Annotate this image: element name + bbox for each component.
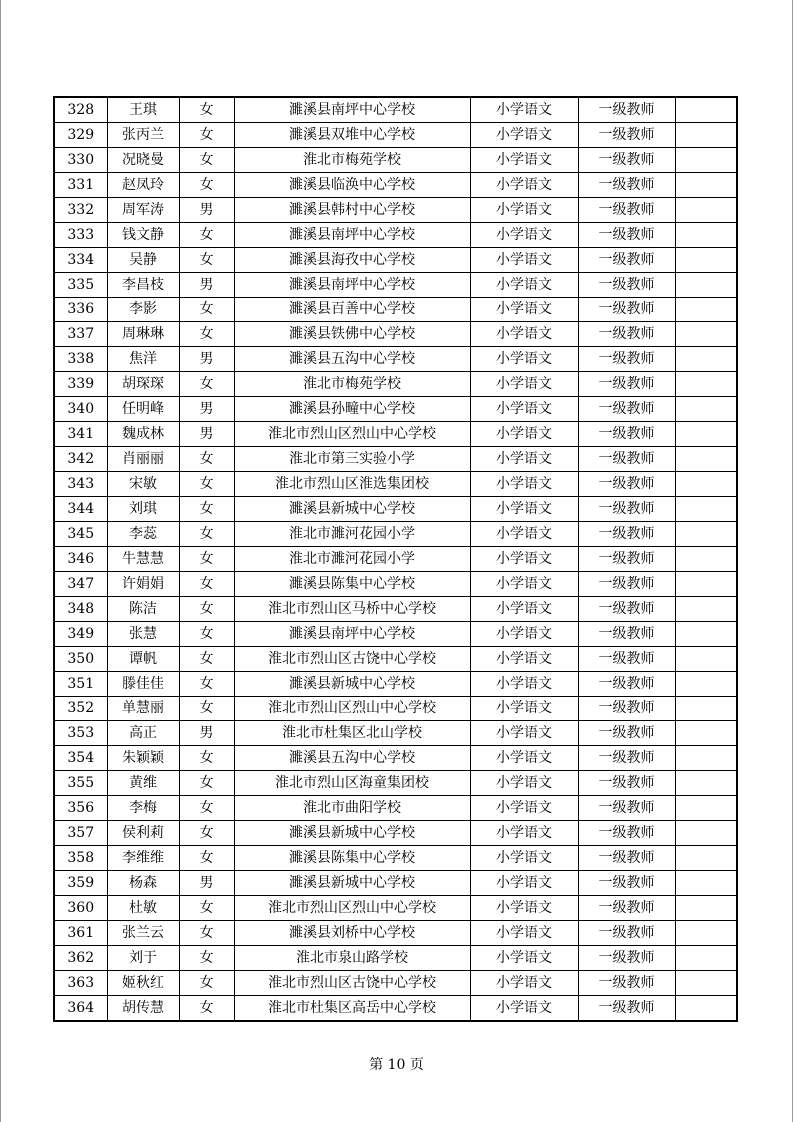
- row-number-cell: 363: [54, 970, 107, 995]
- gender-cell: 男: [179, 422, 234, 447]
- note-cell: [675, 272, 737, 297]
- teacher-name-cell: 牛慧慧: [107, 546, 179, 571]
- table-row: [54, 796, 737, 821]
- subject-cell: 小学语文: [470, 272, 578, 297]
- gender-cell: 男: [179, 397, 234, 422]
- subject-cell: 小学语文: [470, 347, 578, 372]
- note-cell: [675, 970, 737, 995]
- gender-cell: 男: [179, 197, 234, 222]
- subject-cell: 小学语文: [470, 746, 578, 771]
- teacher-name-cell: 魏成林: [107, 422, 179, 447]
- school-cell: 淮北市烈山区淮选集团校: [234, 472, 470, 497]
- title-cell: 一级教师: [578, 721, 675, 746]
- title-cell: 一级教师: [578, 97, 675, 122]
- note-cell: [675, 945, 737, 970]
- note-cell: [675, 621, 737, 646]
- row-number-cell: 341: [54, 422, 107, 447]
- title-cell: 一级教师: [578, 571, 675, 596]
- school-cell: 濉溪县刘桥中心学校: [234, 920, 470, 945]
- title-cell: 一级教师: [578, 821, 675, 846]
- row-number-cell: 331: [54, 172, 107, 197]
- subject-cell: 小学语文: [470, 596, 578, 621]
- school-cell: 淮北市杜集区北山学校: [234, 721, 470, 746]
- subject-cell: 小学语文: [470, 197, 578, 222]
- note-cell: [675, 172, 737, 197]
- row-number-cell: 337: [54, 322, 107, 347]
- roster-body: [54, 97, 737, 1021]
- subject-cell: 小学语文: [470, 621, 578, 646]
- table-row: [54, 995, 737, 1020]
- subject-cell: 小学语文: [470, 896, 578, 921]
- subject-cell: 小学语文: [470, 846, 578, 871]
- note-cell: [675, 920, 737, 945]
- gender-cell: 女: [179, 247, 234, 272]
- table-row: [54, 497, 737, 522]
- note-cell: [675, 596, 737, 621]
- table-row: [54, 596, 737, 621]
- table-row: [54, 945, 737, 970]
- title-cell: 一级教师: [578, 646, 675, 671]
- gender-cell: 女: [179, 497, 234, 522]
- gender-cell: 男: [179, 871, 234, 896]
- school-cell: 濉溪县五沟中心学校: [234, 347, 470, 372]
- row-number-cell: 338: [54, 347, 107, 372]
- title-cell: 一级教师: [578, 771, 675, 796]
- title-cell: 一级教师: [578, 596, 675, 621]
- table-row: [54, 197, 737, 222]
- title-cell: 一级教师: [578, 447, 675, 472]
- note-cell: [675, 147, 737, 172]
- teacher-name-cell: 张兰云: [107, 920, 179, 945]
- teacher-name-cell: 高正: [107, 721, 179, 746]
- row-number-cell: 345: [54, 521, 107, 546]
- table-row: [54, 696, 737, 721]
- table-row: [54, 821, 737, 846]
- subject-cell: 小学语文: [470, 122, 578, 147]
- school-cell: 濉溪县南坪中心学校: [234, 222, 470, 247]
- teacher-name-cell: 杜敏: [107, 896, 179, 921]
- school-cell: 濉溪县南坪中心学校: [234, 621, 470, 646]
- row-number-cell: 336: [54, 297, 107, 322]
- gender-cell: 女: [179, 821, 234, 846]
- gender-cell: 女: [179, 546, 234, 571]
- note-cell: [675, 995, 737, 1020]
- row-number-cell: 358: [54, 846, 107, 871]
- table-row: [54, 422, 737, 447]
- note-cell: [675, 197, 737, 222]
- teacher-name-cell: 李蕊: [107, 521, 179, 546]
- subject-cell: 小学语文: [470, 322, 578, 347]
- title-cell: 一级教师: [578, 472, 675, 497]
- note-cell: [675, 546, 737, 571]
- row-number-cell: 334: [54, 247, 107, 272]
- gender-cell: 女: [179, 671, 234, 696]
- row-number-cell: 333: [54, 222, 107, 247]
- note-cell: [675, 896, 737, 921]
- teacher-name-cell: 谭帆: [107, 646, 179, 671]
- table-row: [54, 546, 737, 571]
- teacher-name-cell: 许娟娟: [107, 571, 179, 596]
- note-cell: [675, 397, 737, 422]
- teacher-name-cell: 李维维: [107, 846, 179, 871]
- row-number-cell: 339: [54, 372, 107, 397]
- row-number-cell: 328: [54, 97, 107, 122]
- note-cell: [675, 721, 737, 746]
- table-row: [54, 621, 737, 646]
- note-cell: [675, 821, 737, 846]
- teacher-name-cell: 宋敏: [107, 472, 179, 497]
- title-cell: 一级教师: [578, 197, 675, 222]
- title-cell: 一级教师: [578, 696, 675, 721]
- subject-cell: 小学语文: [470, 970, 578, 995]
- teacher-name-cell: 任明峰: [107, 397, 179, 422]
- teacher-name-cell: 钱文静: [107, 222, 179, 247]
- table-row: [54, 97, 737, 122]
- note-cell: [675, 447, 737, 472]
- school-cell: 淮北市杜集区高岳中心学校: [234, 995, 470, 1020]
- teacher-name-cell: 张丙兰: [107, 122, 179, 147]
- subject-cell: 小学语文: [470, 995, 578, 1020]
- title-cell: 一级教师: [578, 896, 675, 921]
- gender-cell: 女: [179, 995, 234, 1020]
- table-row: [54, 397, 737, 422]
- teacher-name-cell: 李梅: [107, 796, 179, 821]
- title-cell: 一级教师: [578, 422, 675, 447]
- school-cell: 濉溪县孙疃中心学校: [234, 397, 470, 422]
- row-number-cell: 355: [54, 771, 107, 796]
- row-number-cell: 352: [54, 696, 107, 721]
- title-cell: 一级教师: [578, 147, 675, 172]
- title-cell: 一级教师: [578, 122, 675, 147]
- note-cell: [675, 297, 737, 322]
- gender-cell: 女: [179, 771, 234, 796]
- gender-cell: 女: [179, 322, 234, 347]
- teacher-name-cell: 肖丽丽: [107, 447, 179, 472]
- note-cell: [675, 347, 737, 372]
- teacher-name-cell: 张慧: [107, 621, 179, 646]
- note-cell: [675, 247, 737, 272]
- teacher-name-cell: 焦洋: [107, 347, 179, 372]
- teacher-name-cell: 杨森: [107, 871, 179, 896]
- school-cell: 濉溪县新城中心学校: [234, 871, 470, 896]
- table-row: [54, 970, 737, 995]
- title-cell: 一级教师: [578, 272, 675, 297]
- gender-cell: 女: [179, 920, 234, 945]
- school-cell: 濉溪县海孜中心学校: [234, 247, 470, 272]
- note-cell: [675, 571, 737, 596]
- note-cell: [675, 646, 737, 671]
- note-cell: [675, 521, 737, 546]
- row-number-cell: 342: [54, 447, 107, 472]
- row-number-cell: 359: [54, 871, 107, 896]
- subject-cell: 小学语文: [470, 871, 578, 896]
- subject-cell: 小学语文: [470, 796, 578, 821]
- gender-cell: 女: [179, 447, 234, 472]
- subject-cell: 小学语文: [470, 247, 578, 272]
- title-cell: 一级教师: [578, 621, 675, 646]
- subject-cell: 小学语文: [470, 97, 578, 122]
- row-number-cell: 329: [54, 122, 107, 147]
- title-cell: 一级教师: [578, 297, 675, 322]
- row-number-cell: 335: [54, 272, 107, 297]
- title-cell: 一级教师: [578, 846, 675, 871]
- gender-cell: 女: [179, 521, 234, 546]
- teacher-name-cell: 滕佳佳: [107, 671, 179, 696]
- school-cell: 淮北市濉河花园小学: [234, 546, 470, 571]
- gender-cell: 女: [179, 970, 234, 995]
- table-row: [54, 147, 737, 172]
- gender-cell: 女: [179, 122, 234, 147]
- title-cell: 一级教师: [578, 322, 675, 347]
- table-row: [54, 247, 737, 272]
- table-row: [54, 122, 737, 147]
- gender-cell: 女: [179, 372, 234, 397]
- teacher-name-cell: 黄维: [107, 771, 179, 796]
- row-number-cell: 346: [54, 546, 107, 571]
- title-cell: 一级教师: [578, 222, 675, 247]
- teacher-name-cell: 李影: [107, 297, 179, 322]
- school-cell: 淮北市梅苑学校: [234, 372, 470, 397]
- subject-cell: 小学语文: [470, 297, 578, 322]
- gender-cell: 男: [179, 721, 234, 746]
- table-row: [54, 222, 737, 247]
- teacher-name-cell: 胡传慧: [107, 995, 179, 1020]
- teacher-name-cell: 陈洁: [107, 596, 179, 621]
- table-row: [54, 571, 737, 596]
- school-cell: 濉溪县南坪中心学校: [234, 97, 470, 122]
- row-number-cell: 330: [54, 147, 107, 172]
- gender-cell: 女: [179, 846, 234, 871]
- subject-cell: 小学语文: [470, 372, 578, 397]
- gender-cell: 女: [179, 796, 234, 821]
- row-number-cell: 354: [54, 746, 107, 771]
- teacher-name-cell: 王琪: [107, 97, 179, 122]
- gender-cell: 女: [179, 147, 234, 172]
- subject-cell: 小学语文: [470, 521, 578, 546]
- school-cell: 濉溪县南坪中心学校: [234, 272, 470, 297]
- subject-cell: 小学语文: [470, 147, 578, 172]
- title-cell: 一级教师: [578, 347, 675, 372]
- gender-cell: 女: [179, 297, 234, 322]
- row-number-cell: 350: [54, 646, 107, 671]
- school-cell: 淮北市烈山区海童集团校: [234, 771, 470, 796]
- title-cell: 一级教师: [578, 920, 675, 945]
- school-cell: 淮北市泉山路学校: [234, 945, 470, 970]
- table-row: [54, 896, 737, 921]
- subject-cell: 小学语文: [470, 422, 578, 447]
- row-number-cell: 347: [54, 571, 107, 596]
- roster-table: [53, 96, 738, 1022]
- school-cell: 淮北市濉河花园小学: [234, 521, 470, 546]
- title-cell: 一级教师: [578, 995, 675, 1020]
- subject-cell: 小学语文: [470, 920, 578, 945]
- table-row: [54, 671, 737, 696]
- table-row: [54, 746, 737, 771]
- table-row: [54, 721, 737, 746]
- subject-cell: 小学语文: [470, 546, 578, 571]
- subject-cell: 小学语文: [470, 646, 578, 671]
- teacher-name-cell: 周军涛: [107, 197, 179, 222]
- row-number-cell: 351: [54, 671, 107, 696]
- row-number-cell: 360: [54, 896, 107, 921]
- subject-cell: 小学语文: [470, 222, 578, 247]
- school-cell: 濉溪县双堆中心学校: [234, 122, 470, 147]
- table-row: [54, 521, 737, 546]
- subject-cell: 小学语文: [470, 472, 578, 497]
- note-cell: [675, 846, 737, 871]
- subject-cell: 小学语文: [470, 696, 578, 721]
- row-number-cell: 340: [54, 397, 107, 422]
- subject-cell: 小学语文: [470, 497, 578, 522]
- table-row: [54, 272, 737, 297]
- teacher-name-cell: 胡琛琛: [107, 372, 179, 397]
- school-cell: 淮北市曲阳学校: [234, 796, 470, 821]
- row-number-cell: 349: [54, 621, 107, 646]
- subject-cell: 小学语文: [470, 771, 578, 796]
- note-cell: [675, 871, 737, 896]
- table-row: [54, 646, 737, 671]
- gender-cell: 女: [179, 696, 234, 721]
- school-cell: 濉溪县新城中心学校: [234, 821, 470, 846]
- school-cell: 濉溪县百善中心学校: [234, 297, 470, 322]
- table-row: [54, 920, 737, 945]
- school-cell: 淮北市烈山区古饶中心学校: [234, 970, 470, 995]
- subject-cell: 小学语文: [470, 945, 578, 970]
- note-cell: [675, 97, 737, 122]
- gender-cell: 女: [179, 945, 234, 970]
- gender-cell: 女: [179, 596, 234, 621]
- row-number-cell: 353: [54, 721, 107, 746]
- teacher-name-cell: 刘琪: [107, 497, 179, 522]
- school-cell: 淮北市第三实验小学: [234, 447, 470, 472]
- note-cell: [675, 472, 737, 497]
- title-cell: 一级教师: [578, 521, 675, 546]
- title-cell: 一级教师: [578, 397, 675, 422]
- row-number-cell: 343: [54, 472, 107, 497]
- school-cell: 濉溪县铁佛中心学校: [234, 322, 470, 347]
- teacher-name-cell: 吴静: [107, 247, 179, 272]
- note-cell: [675, 771, 737, 796]
- school-cell: 濉溪县新城中心学校: [234, 671, 470, 696]
- gender-cell: 女: [179, 472, 234, 497]
- teacher-name-cell: 李昌枝: [107, 272, 179, 297]
- subject-cell: 小学语文: [470, 447, 578, 472]
- gender-cell: 女: [179, 97, 234, 122]
- title-cell: 一级教师: [578, 671, 675, 696]
- title-cell: 一级教师: [578, 746, 675, 771]
- table-row: [54, 297, 737, 322]
- teacher-name-cell: 周琳琳: [107, 322, 179, 347]
- teacher-name-cell: 姬秋红: [107, 970, 179, 995]
- note-cell: [675, 671, 737, 696]
- table-row: [54, 322, 737, 347]
- school-cell: 淮北市烈山区烈山中心学校: [234, 896, 470, 921]
- school-cell: 淮北市烈山区烈山中心学校: [234, 696, 470, 721]
- note-cell: [675, 696, 737, 721]
- gender-cell: 女: [179, 646, 234, 671]
- title-cell: 一级教师: [578, 871, 675, 896]
- subject-cell: 小学语文: [470, 821, 578, 846]
- table-row: [54, 472, 737, 497]
- gender-cell: 女: [179, 746, 234, 771]
- row-number-cell: 356: [54, 796, 107, 821]
- subject-cell: 小学语文: [470, 571, 578, 596]
- subject-cell: 小学语文: [470, 721, 578, 746]
- title-cell: 一级教师: [578, 372, 675, 397]
- note-cell: [675, 222, 737, 247]
- table-row: [54, 447, 737, 472]
- table-row: [54, 871, 737, 896]
- teacher-name-cell: 赵凤玲: [107, 172, 179, 197]
- title-cell: 一级教师: [578, 970, 675, 995]
- note-cell: [675, 746, 737, 771]
- school-cell: 濉溪县五沟中心学校: [234, 746, 470, 771]
- row-number-cell: 357: [54, 821, 107, 846]
- title-cell: 一级教师: [578, 247, 675, 272]
- teacher-name-cell: 侯利莉: [107, 821, 179, 846]
- teacher-name-cell: 况晓曼: [107, 147, 179, 172]
- row-number-cell: 364: [54, 995, 107, 1020]
- gender-cell: 男: [179, 272, 234, 297]
- school-cell: 濉溪县新城中心学校: [234, 497, 470, 522]
- row-number-cell: 362: [54, 945, 107, 970]
- school-cell: 濉溪县陈集中心学校: [234, 571, 470, 596]
- gender-cell: 女: [179, 896, 234, 921]
- title-cell: 一级教师: [578, 945, 675, 970]
- subject-cell: 小学语文: [470, 397, 578, 422]
- table-row: [54, 846, 737, 871]
- school-cell: 淮北市烈山区烈山中心学校: [234, 422, 470, 447]
- note-cell: [675, 322, 737, 347]
- teacher-name-cell: 单慧丽: [107, 696, 179, 721]
- school-cell: 濉溪县韩村中心学校: [234, 197, 470, 222]
- page-number: 第 10 页: [369, 1057, 424, 1073]
- table-row: [54, 771, 737, 796]
- title-cell: 一级教师: [578, 172, 675, 197]
- row-number-cell: 332: [54, 197, 107, 222]
- gender-cell: 男: [179, 347, 234, 372]
- subject-cell: 小学语文: [470, 671, 578, 696]
- gender-cell: 女: [179, 172, 234, 197]
- row-number-cell: 348: [54, 596, 107, 621]
- note-cell: [675, 497, 737, 522]
- subject-cell: 小学语文: [470, 172, 578, 197]
- note-cell: [675, 372, 737, 397]
- table-row: [54, 372, 737, 397]
- table-row: [54, 347, 737, 372]
- school-cell: 濉溪县临涣中心学校: [234, 172, 470, 197]
- note-cell: [675, 422, 737, 447]
- school-cell: 淮北市梅苑学校: [234, 147, 470, 172]
- title-cell: 一级教师: [578, 796, 675, 821]
- note-cell: [675, 122, 737, 147]
- school-cell: 濉溪县陈集中心学校: [234, 846, 470, 871]
- title-cell: 一级教师: [578, 497, 675, 522]
- table-row: [54, 172, 737, 197]
- gender-cell: 女: [179, 621, 234, 646]
- title-cell: 一级教师: [578, 546, 675, 571]
- school-cell: 淮北市烈山区马桥中心学校: [234, 596, 470, 621]
- teacher-name-cell: 刘于: [107, 945, 179, 970]
- school-cell: 淮北市烈山区古饶中心学校: [234, 646, 470, 671]
- gender-cell: 女: [179, 222, 234, 247]
- note-cell: [675, 796, 737, 821]
- gender-cell: 女: [179, 571, 234, 596]
- row-number-cell: 344: [54, 497, 107, 522]
- row-number-cell: 361: [54, 920, 107, 945]
- teacher-name-cell: 朱颖颖: [107, 746, 179, 771]
